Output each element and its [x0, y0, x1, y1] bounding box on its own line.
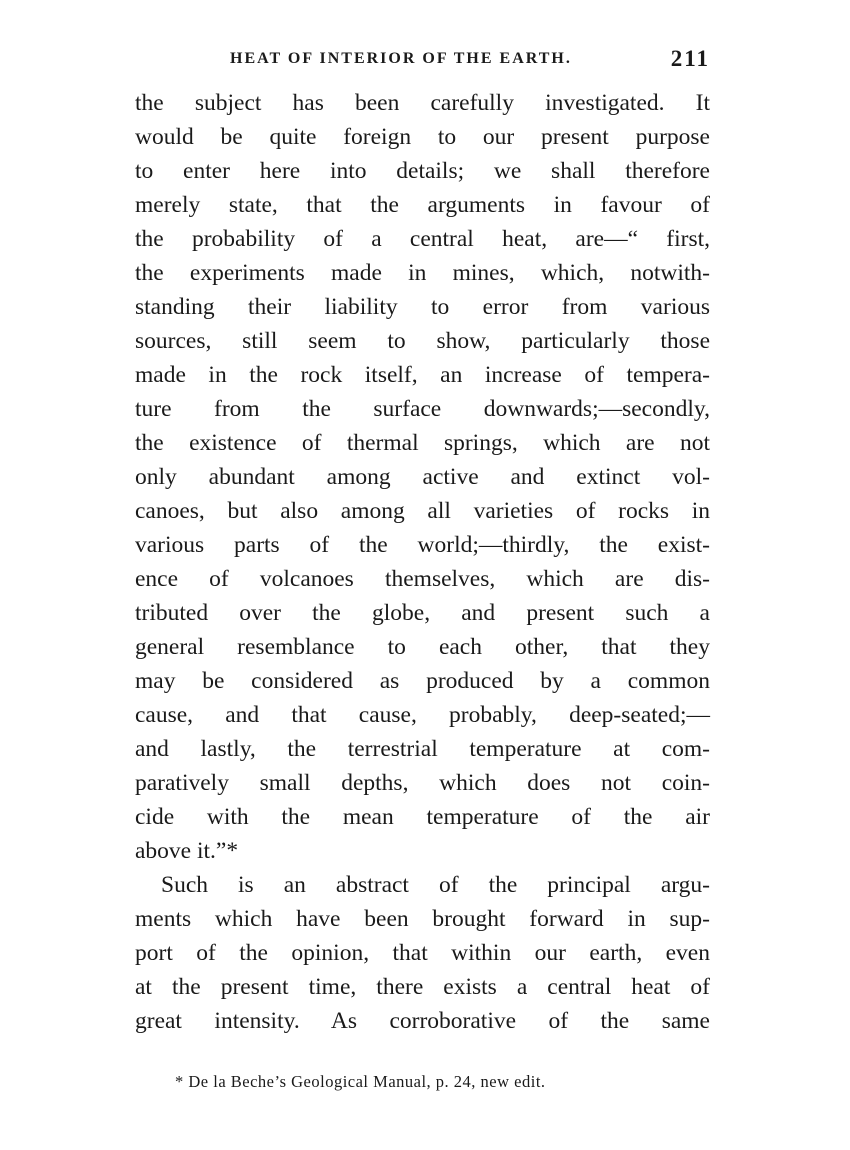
footnote: * De la Beche’s Geological Manual, p. 24, new edit. — [175, 1072, 546, 1091]
running-head — [135, 46, 710, 76]
text-line: made in the rock itself, an increase of tempera- — [135, 362, 710, 388]
text-line: ments which have been brought forward in sup- — [135, 906, 710, 932]
text-line: the subject has been carefully investigated. It — [135, 90, 710, 116]
text-line: the existence of thermal springs, which are not — [135, 430, 710, 456]
text-line: canoes, but also among all varieties of rocks in — [135, 498, 710, 524]
text-line: ence of volcanoes themselves, which are dis- — [135, 566, 710, 592]
text-line: above it.”* — [135, 838, 239, 864]
text-line: ture from the surface downwards;—secondly, — [135, 396, 710, 422]
text-line: merely state, that the arguments in favour of — [135, 192, 710, 218]
text-line: various parts of the world;—thirdly, the exist- — [135, 532, 710, 558]
text-line: standing their liability to error from various — [135, 294, 710, 320]
page-number: 211 — [670, 46, 710, 71]
text-line: to enter here into details; we shall therefore — [135, 158, 710, 184]
text-line: general resemblance to each other, that they — [135, 634, 710, 660]
text-line: port of the opinion, that within our earth, even — [135, 940, 710, 966]
text-line: the probability of a central heat, are—“ first, — [135, 226, 710, 252]
text-line: sources, still seem to show, particularly those — [135, 328, 710, 354]
text-line: paratively small depths, which does not coin- — [135, 770, 710, 796]
text-line: great intensity. As corroborative of the same — [135, 1008, 710, 1034]
text-line: would be quite foreign to our present purpose — [135, 124, 710, 150]
text-line: may be considered as produced by a common — [135, 668, 710, 694]
text-line: the experiments made in mines, which, notwith- — [135, 260, 710, 286]
text-line: cide with the mean temperature of the air — [135, 804, 710, 830]
text-line: tributed over the globe, and present such a — [135, 600, 710, 626]
text-line: cause, and that cause, probably, deep-seated;— — [135, 702, 710, 728]
text-line: at the present time, there exists a central heat of — [135, 974, 710, 1000]
running-title: HEAT OF INTERIOR OF THE EARTH. — [230, 50, 572, 67]
text-line: Such is an abstract of the principal argu- — [161, 872, 710, 898]
text-line: and lastly, the terrestrial temperature at com- — [135, 736, 710, 762]
body-text — [135, 86, 710, 1038]
text-line: only abundant among active and extinct vol- — [135, 464, 710, 490]
